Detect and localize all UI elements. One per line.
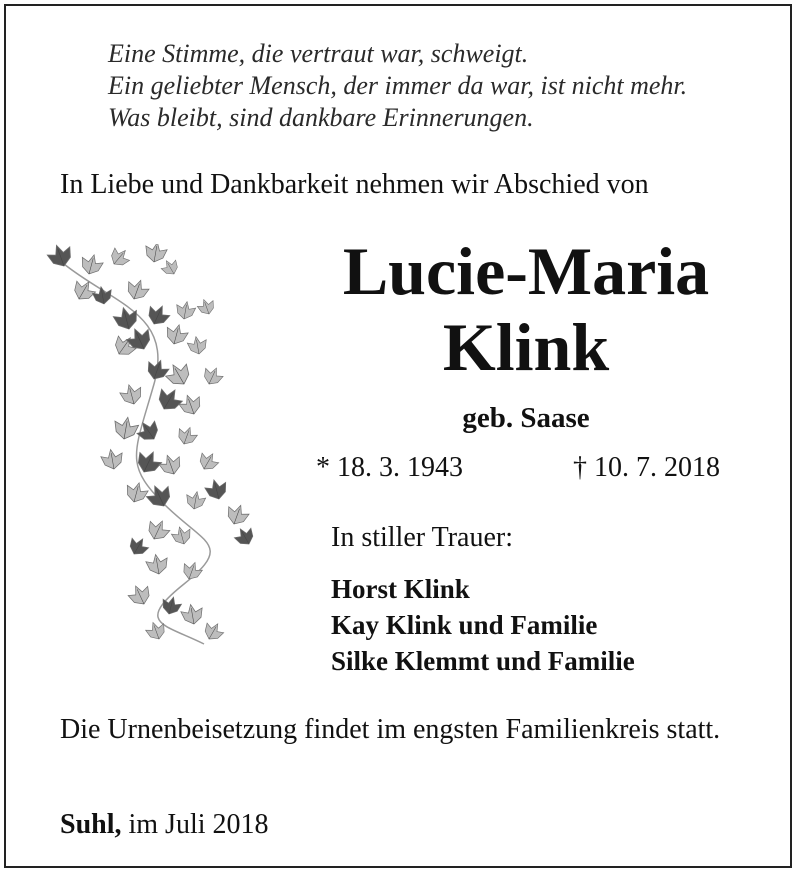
mourners-list — [331, 571, 635, 679]
deceased-last-name: Klink — [442, 309, 610, 385]
deceased-first-name: Lucie-Maria — [342, 233, 710, 309]
notice-date: im Juli 2018 — [121, 809, 269, 840]
place-and-date — [60, 809, 269, 841]
birth-date: * 18. 3. 1943 — [316, 452, 463, 483]
mourning-heading: In stiller Trauer: — [331, 522, 513, 553]
mourner-name: Horst Klink — [331, 574, 470, 604]
burial-note: Die Urnenbeisetzung findet im engsten Familienkreis statt. — [60, 714, 721, 745]
ivy-vine-icon — [34, 244, 274, 664]
memorial-poem — [108, 38, 687, 134]
poem-line: Ein geliebter Mensch, der immer da war, ist nicht mehr. — [108, 71, 688, 100]
poem-line: Eine Stimme, die vertraut war, schweigt. — [108, 39, 529, 68]
place-name: Suhl, — [60, 809, 122, 840]
poem-line: Was bleibt, sind dankbare Erinnerungen. — [108, 103, 534, 132]
ivy-leaf-icon — [143, 244, 168, 264]
mourner-name: Kay Klink und Familie — [331, 610, 598, 640]
farewell-intro: In Liebe und Dankbarkeit nehmen wir Abschied von — [60, 169, 649, 200]
maiden-name: geb. Saase — [462, 402, 590, 434]
ivy-leaf-icon — [45, 244, 75, 270]
death-date: † 10. 7. 2018 — [573, 452, 720, 483]
mourner-name: Silke Klemmt und Familie — [331, 646, 635, 676]
obituary-notice — [4, 4, 792, 868]
